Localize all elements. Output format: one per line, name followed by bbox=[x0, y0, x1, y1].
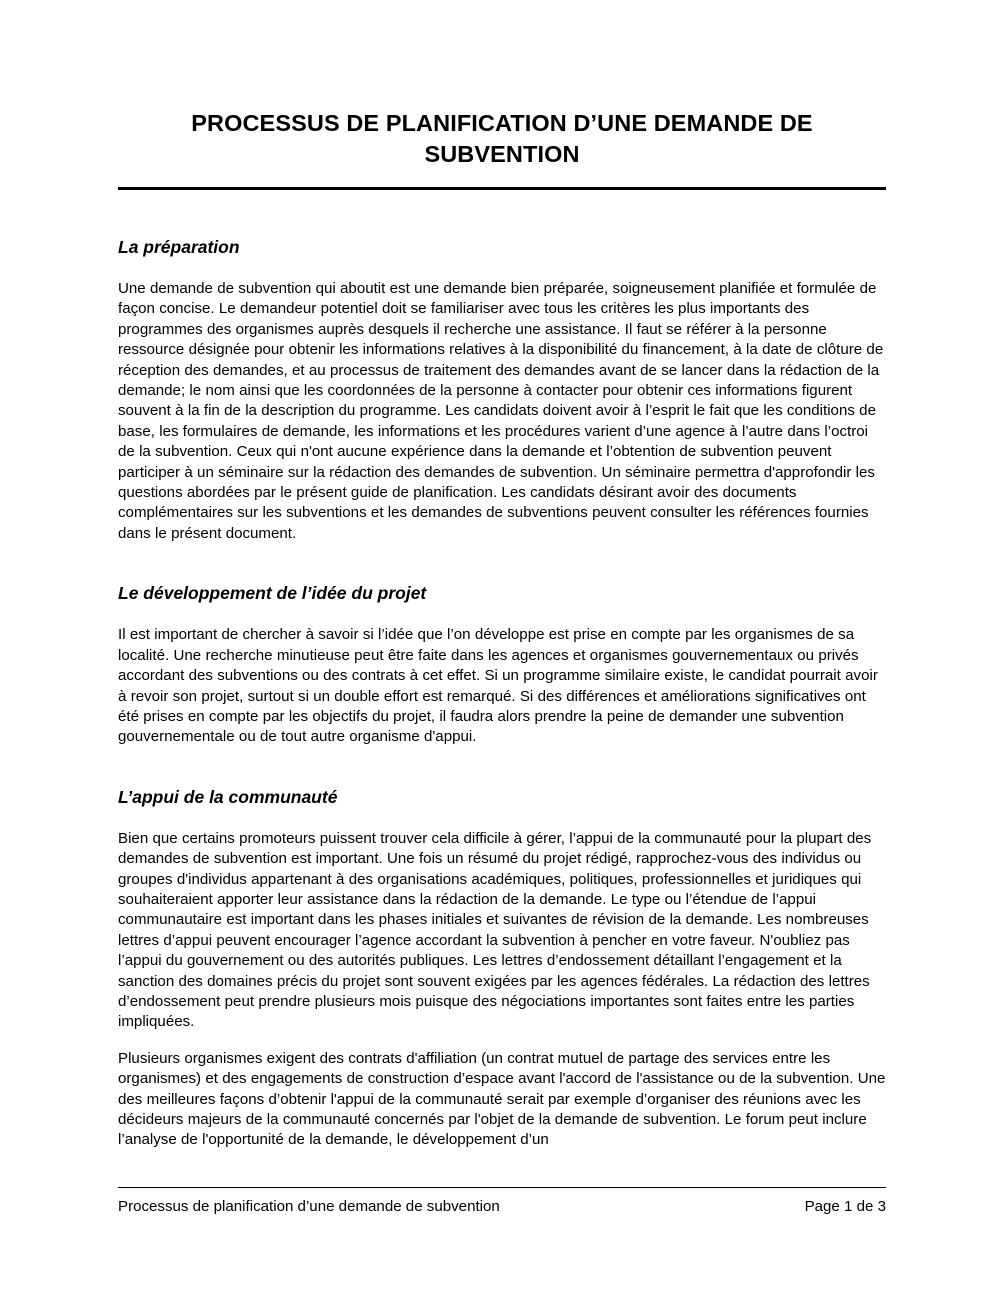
section-paragraph: Plusieurs organismes exigent des contrats d'affiliation (un contrat mutuel de partage des services entre les organismes) et des engagements de construction d’espace avant l'accord de l'assistance ou de la subvention. Une des meilleures façons d’obtenir l'appui de la communauté serait par exemple d’organiser des réunions avec les décideurs majeurs de la communauté concernés par l'objet de la demande de subvention. Le forum peut inclure l’analyse de l'opportunité de la demande, le développement d’un bbox=[118, 1049, 886, 1149]
page-title-line-2: SUBVENTION bbox=[424, 141, 580, 167]
section-lappui-de-la-communaute bbox=[118, 786, 886, 1151]
footer-row bbox=[118, 1197, 886, 1217]
section-le-developpement-de-lidee-du-projet bbox=[118, 582, 886, 747]
section-heading: La préparation bbox=[118, 237, 240, 257]
section-heading: L’appui de la communauté bbox=[118, 786, 338, 807]
page-footer bbox=[118, 1187, 886, 1217]
footer-page-number: Page 1 de 3 bbox=[804, 1198, 886, 1215]
section-paragraph: Bien que certains promoteurs puissent trouver cela difficile à gérer, l’appui de la communauté pour la plupart des demandes de subvention est important. Une fois un résumé du projet rédigé, rapprochez-vous des individus ou groupes d'individus appartenant à des organisations académiques, politiques, professionnelles et juridiques qui souhaiteraient apporter leur assistance dans la rédaction de la demande. Le type ou l’étendue de l’appui communautaire est important dans les phases initiales et suivantes de révision de la demande. Les nombreuses lettres d’appui peuvent encourager l’agence accordant la subvention à pencher en votre faveur. N'oubliez pas l’appui du gouvernement ou des autorités publiques. Les lettres d’endossement détaillant l’engagement et la sanction des domaines précis du projet sont souvent exigées par les agences fédérales. La rédaction des lettres d’endossement peut prendre plusieurs mois puisque des négociations importantes sont faites entre les parties impliquées. bbox=[118, 829, 872, 1031]
section-la-preparation bbox=[118, 236, 886, 544]
footer-divider bbox=[118, 1187, 886, 1188]
section-paragraph: Il est important de chercher à savoir si l’idée que l’on développe est prise en compte par les organismes de sa localité. Une recherche minutieuse peut être faite dans les agences et organismes gouvernementaux ou privés accordant des subventions ou des contrats à cet effet. Si un programme similaire existe, le candidat pourrait avoir à revoir son projet, surtout si un double effort est remarqué. Si des différences et améliorations significatives ont été prises en compte par les objectifs du projet, il faudra alors prendre la peine de demander une subvention gouvernementale ou de tout autre organisme d'appui. bbox=[118, 626, 878, 746]
document-body bbox=[118, 0, 886, 1151]
section-heading: Le développement de l’idée du projet bbox=[118, 583, 427, 604]
page-title-line-1: PROCESSUS DE PLANIFICATION D’UNE DEMANDE DE bbox=[191, 110, 813, 136]
title-divider bbox=[118, 187, 886, 190]
page-title bbox=[118, 0, 886, 170]
footer-document-title: Processus de planification d’une demande de subvention bbox=[118, 1198, 500, 1215]
section-paragraph: Une demande de subvention qui aboutit est une demande bien préparée, soigneusement planifiée et formulée de façon concise. Le demandeur potentiel doit se familiariser avec tous les critères les plus importants des programmes des organismes auprès desquels il recherche une assistance. Il faut se référer à la personne ressource désignée pour obtenir les informations relatives à la disponibilité du financement, à la date de clôture de réception des demandes, et au processus de traitement des demandes avant de se lancer dans la rédaction de la demande; le nom ainsi que les coordonnées de la personne à contacter pour obtenir ces informations figurent souvent à la fin de la description du programme. Les candidats doivent avoir à l’esprit le fait que les conditions de base, les formulaires de demande, les informations et les procédures varient d’une agence à l’autre dans l’octroi de la subvention. Ceux qui n'ont aucune expérience dans la demande et l’obtention de subvention peuvent participer à un séminaire sur la rédaction des demandes de subvention. Un séminaire permettra d'approfondir les questions abordées par le présent guide de planification. Les candidats désirant avoir des documents complémentaires sur les subventions et les demandes de subventions peuvent consulter les références fournies dans le présent document. bbox=[118, 280, 884, 542]
